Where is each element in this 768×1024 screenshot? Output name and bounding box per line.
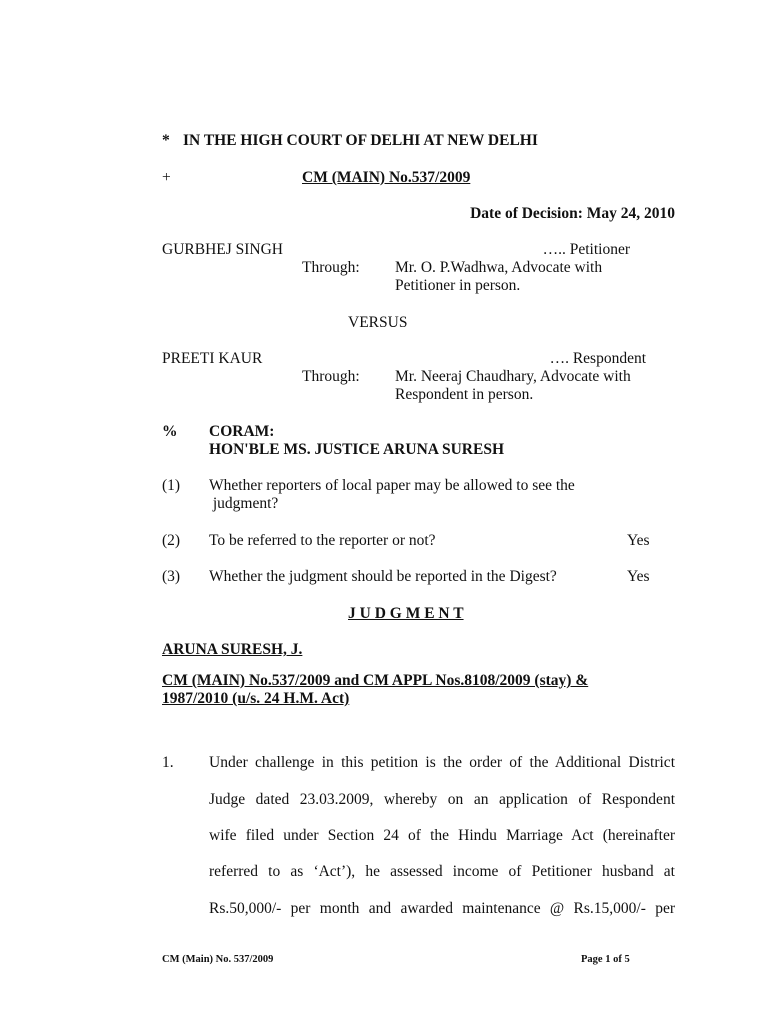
respondent-counsel-line1: Mr. Neeraj Chaudhary, Advocate with — [395, 368, 631, 385]
question-number: (2) — [162, 532, 181, 549]
petitioner-name: GURBHEJ SINGH — [162, 241, 283, 258]
footer-case-ref: CM (Main) No. 537/2009 — [162, 954, 274, 965]
versus-label: VERSUS — [348, 314, 408, 331]
paragraph-line: wife filed under Section 24 of the Hindu Marriage Act (hereinafter — [209, 827, 675, 844]
paragraph-line: Judge dated 23.03.2009, whereby on an application of Respondent — [209, 791, 675, 808]
decision-date: Date of Decision: May 24, 2010 — [470, 205, 675, 222]
court-title: IN THE HIGH COURT OF DELHI AT NEW DELHI — [183, 132, 538, 149]
paragraph-line: Rs.50,000/- per month and awarded maintenance @ Rs.15,000/- per — [209, 900, 675, 917]
respondent-through-label: Through: — [302, 368, 360, 385]
petitioner-through-label: Through: — [302, 259, 360, 276]
respondent-counsel-line2: Respondent in person. — [395, 386, 534, 403]
question-number: (1) — [162, 477, 181, 494]
petitioner-counsel-line1: Mr. O. P.Wadhwa, Advocate with — [395, 259, 603, 276]
case-number: CM (MAIN) No.537/2009 — [302, 169, 471, 186]
respondent-name: PREETI KAUR — [162, 350, 263, 367]
paragraph-line: referred to as ‘Act’), he assessed income of Petitioner husband at — [209, 863, 675, 880]
question-text-continued: judgment? — [209, 495, 279, 512]
question-text: Whether the judgment should be reported in the Digest? — [209, 568, 557, 585]
court-star: * — [162, 132, 170, 149]
question-answer: Yes — [627, 532, 650, 549]
coram-label: CORAM: — [209, 423, 275, 440]
paragraph-line: Under challenge in this petition is the order of the Additional District — [209, 754, 675, 771]
question-number: (3) — [162, 568, 181, 585]
paragraph-number: 1. — [162, 754, 174, 771]
question-text: Whether reporters of local paper may be allowed to see the — [209, 477, 575, 494]
footer-page-number: Page 1 of 5 — [581, 954, 630, 965]
subject-line-2: 1987/2010 (u/s. 24 H.M. Act) — [162, 690, 350, 707]
coram-judge: HON'BLE MS. JUSTICE ARUNA SURESH — [209, 441, 504, 458]
coram-symbol: % — [162, 423, 178, 440]
petitioner-role: ….. Petitioner — [542, 241, 630, 258]
judgment-author: ARUNA SURESH, J. — [162, 641, 303, 658]
petitioner-counsel-line2: Petitioner in person. — [395, 277, 521, 294]
question-text: To be referred to the reporter or not? — [209, 532, 436, 549]
subject-line-1: CM (MAIN) No.537/2009 and CM APPL Nos.8108/2009 (stay) & — [162, 672, 589, 689]
question-answer: Yes — [627, 568, 650, 585]
plus-sign: + — [162, 169, 171, 186]
respondent-role: …. Respondent — [549, 350, 646, 367]
judgment-heading: J U D G M E N T — [348, 605, 464, 622]
